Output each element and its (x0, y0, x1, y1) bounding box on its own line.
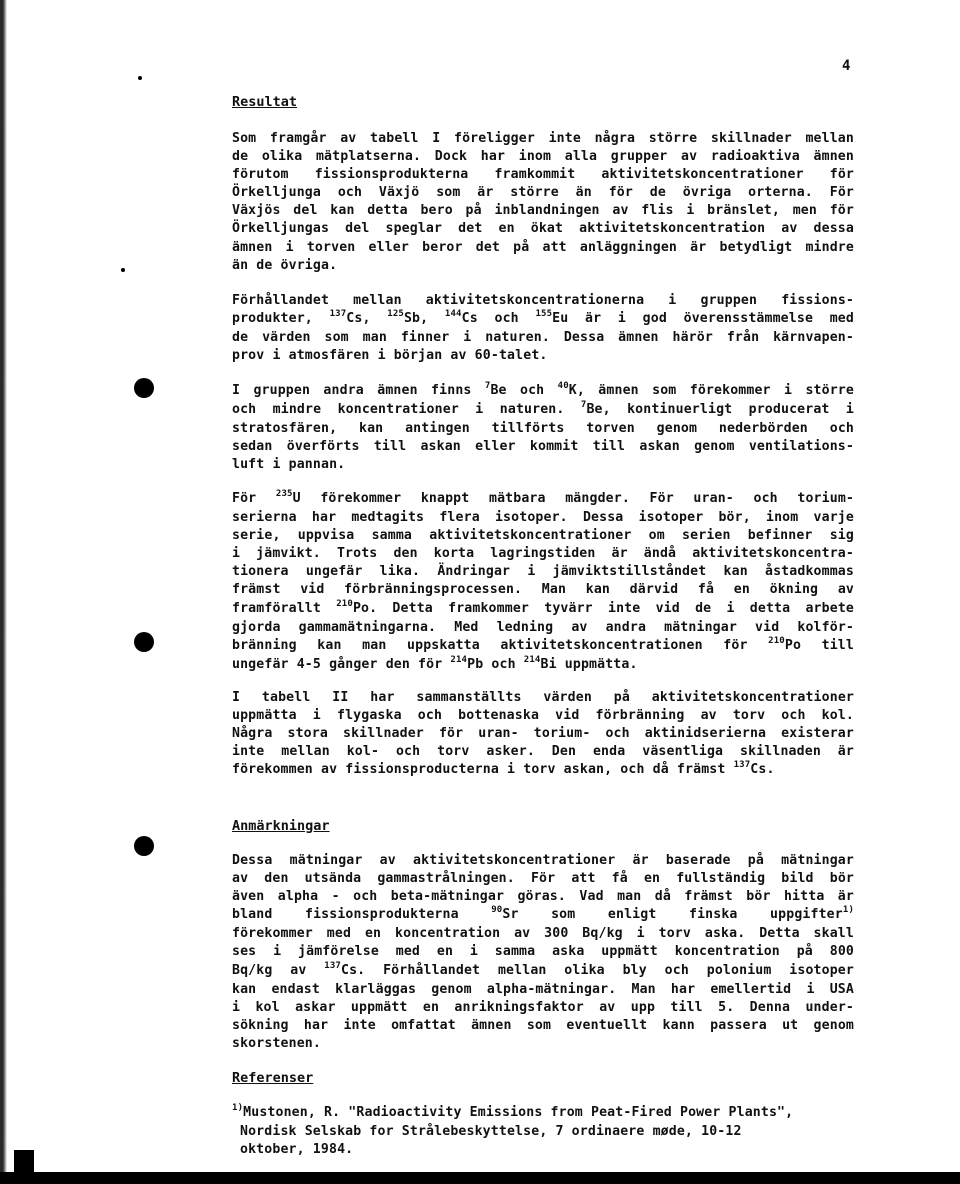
heading-anmarkningar: Anmärkningar (232, 818, 330, 834)
text-line: Dessa mätningar av aktivitetskoncentrationer är baserade på mätningar (232, 853, 854, 868)
text-line: ungefär 4-5 gånger den för $^{214}$Pb och $^{214}$Bi uppmätta. (232, 654, 638, 672)
text-line: Några stora skillnader för uran- torium- och aktinidserierna existerar (232, 726, 854, 742)
text-line: Förhållandet mellan aktivitetskoncentrationerna i gruppen fissions- (232, 293, 854, 308)
paragraph-4 (232, 490, 854, 675)
text-line: och mindre koncentrationer i naturen. $^7$Be, kontinuerligt producerat i (232, 400, 854, 418)
text-line: Som framgår av tabell I föreligger inte några större skillnader mellan (232, 131, 854, 146)
paragraph-2 (232, 292, 854, 365)
reference-item: $^{1)}$Mustonen, R. "Radioactivity Emissions from Peat-Fired Power Plants", (232, 1103, 794, 1120)
text-line: i jämvikt. Trots den korta lagringstiden är ändå aktivitetskoncentra- (232, 546, 854, 562)
text-line: inte mellan kol- och torv asker. Den enda väsentliga skillnaden är (232, 744, 854, 760)
text-line: kan endast klarläggas genom alpha-mätningar. Man har emellertid i USA (232, 981, 854, 997)
text-line: än de övriga. (232, 257, 338, 273)
reference-list (232, 1104, 854, 1159)
text-line: produkter, $^{137}$Cs, $^{125}$Sb, $^{144}$Cs och $^{155}$Eu är i god överensstämmelse med (232, 309, 854, 327)
text-line: sedan överförts till askan eller kommit till askan genom ventilations- (232, 439, 854, 455)
text-line: uppmätta i flygaska och bottenaska vid förbränning av torv och kol. (232, 708, 854, 724)
text-line: även alpha - och beta-mätningar göras. Vad man då främst bör hitta är (232, 889, 854, 905)
reference-marker: 1) (232, 1103, 244, 1113)
text-line: bland fissionsprodukterna $^{90}$Sr som enligt finska uppgifter$^{1)}$ (232, 905, 855, 923)
text-line: Växjös del kan detta bero på inblandningen av flis i bränslet, men för (232, 203, 854, 219)
text-line: av den utsända gammastrålningen. För att få en fullständig bild bör (232, 871, 854, 887)
text-line: I gruppen andra ämnen finns $^7$Be och $^{40}$K, ämnen som förekommer i större (232, 381, 854, 398)
paragraph-anmarkningar (232, 852, 854, 1053)
text-line: sökning har inte omfattat ämnen som eventuellt kann passera ut genom (232, 1017, 854, 1033)
text-line: oktober, 1984. (240, 1142, 354, 1158)
text-line: framförallt $^{210}$Po. Detta framkommer tyvärr inte vid de i detta arbete (232, 598, 854, 616)
text-line: förekommer med en koncentration av 300 Bq/kg i torv aska. Detta skall (232, 926, 854, 942)
scan-left-edge (0, 0, 12, 1184)
text-line: de olika mätplatserna. Dock har inom alla grupper av radioaktiva ämnen (232, 149, 854, 165)
text-line: de värden som man finner i naturen. Dessa ämnen härör från kärnvapen- (232, 330, 854, 346)
text-line: stratosfären, kan antingen tillförts torven genom nederbörden och (232, 421, 854, 437)
heading-referenser: Referenser (232, 1070, 314, 1086)
text-line: i kol askar uppmätt en anrikningsfaktor av upp till 5. Denna under- (232, 999, 854, 1015)
paragraph-1 (232, 130, 854, 275)
text-line: skorstenen. (232, 1035, 321, 1051)
text-line: gjorda gammamätningarna. Med ledning av andra mätningar vid kolför- (232, 619, 854, 635)
text-line: Bq/kg av $^{137}$Cs. Förhållandet mellan olika bly och polonium isotoper (232, 960, 854, 978)
text-line: förekommen av fissionsproducterna i torv askan, och då främst $^{137}$Cs. (232, 760, 775, 778)
binder-hole-1 (134, 378, 154, 398)
footnote-marker: 1) (842, 905, 855, 916)
text-line: För $^{235}$U förekommer knappt mätbara mängder. För uran- och torium- (232, 489, 854, 506)
text-line: prov i atmosfären i början av 60-talet. (232, 348, 548, 364)
text-line: ses i jämförelse med en i samma aska uppmätt koncentration på 800 (232, 944, 854, 960)
text-line: luft i pannan. (232, 457, 346, 473)
scan-corner-mark (14, 1150, 34, 1172)
text-line: serierna har medtagits flera isotoper. Dessa isotoper bör, inom varje (232, 510, 854, 526)
text-line: tionera ungefär lika. Ändringar i jämviktstillståndet kan åstadkommas (232, 564, 854, 580)
text-line: Nordisk Selskab for Strålebeskyttelse, 7 ordinaere møde, 10-12 (240, 1124, 742, 1140)
text-line: främst vid förbränningsprocessen. Man kan därvid få en ökning av (232, 582, 854, 598)
text-line: serie, uppvisa samma aktivitetskoncentrationer om serien befinner sig (232, 528, 854, 544)
text-line: bränning kan man uppskatta aktivitetskoncentrationen för $^{210}$Po till (232, 635, 854, 653)
scan-speck (138, 76, 142, 80)
binder-hole-2 (134, 632, 154, 652)
scan-speck (121, 268, 125, 272)
paragraph-5 (232, 689, 854, 780)
text-line: Örkelljunga och Växjö som är större än för de övriga orterna. För (232, 185, 854, 201)
scan-bottom-edge (0, 1172, 960, 1184)
page-number: 4 (842, 58, 851, 74)
text-line: Örkelljungas del speglar det en ökat aktivitetskoncentration av dessa (232, 221, 854, 237)
heading-resultat: Resultat (232, 94, 298, 110)
paragraph-3 (232, 382, 854, 474)
text-line: ämnen i torven eller beror det på att anläggningen är betydligt mindre (232, 239, 854, 255)
binder-hole-3 (134, 836, 154, 856)
text-line: I tabell II har sammanställts värden på aktivitetskoncentrationer (232, 690, 854, 705)
text-line: förutom fissionsprodukterna framkommit aktivitetskoncentrationer för (232, 167, 854, 183)
